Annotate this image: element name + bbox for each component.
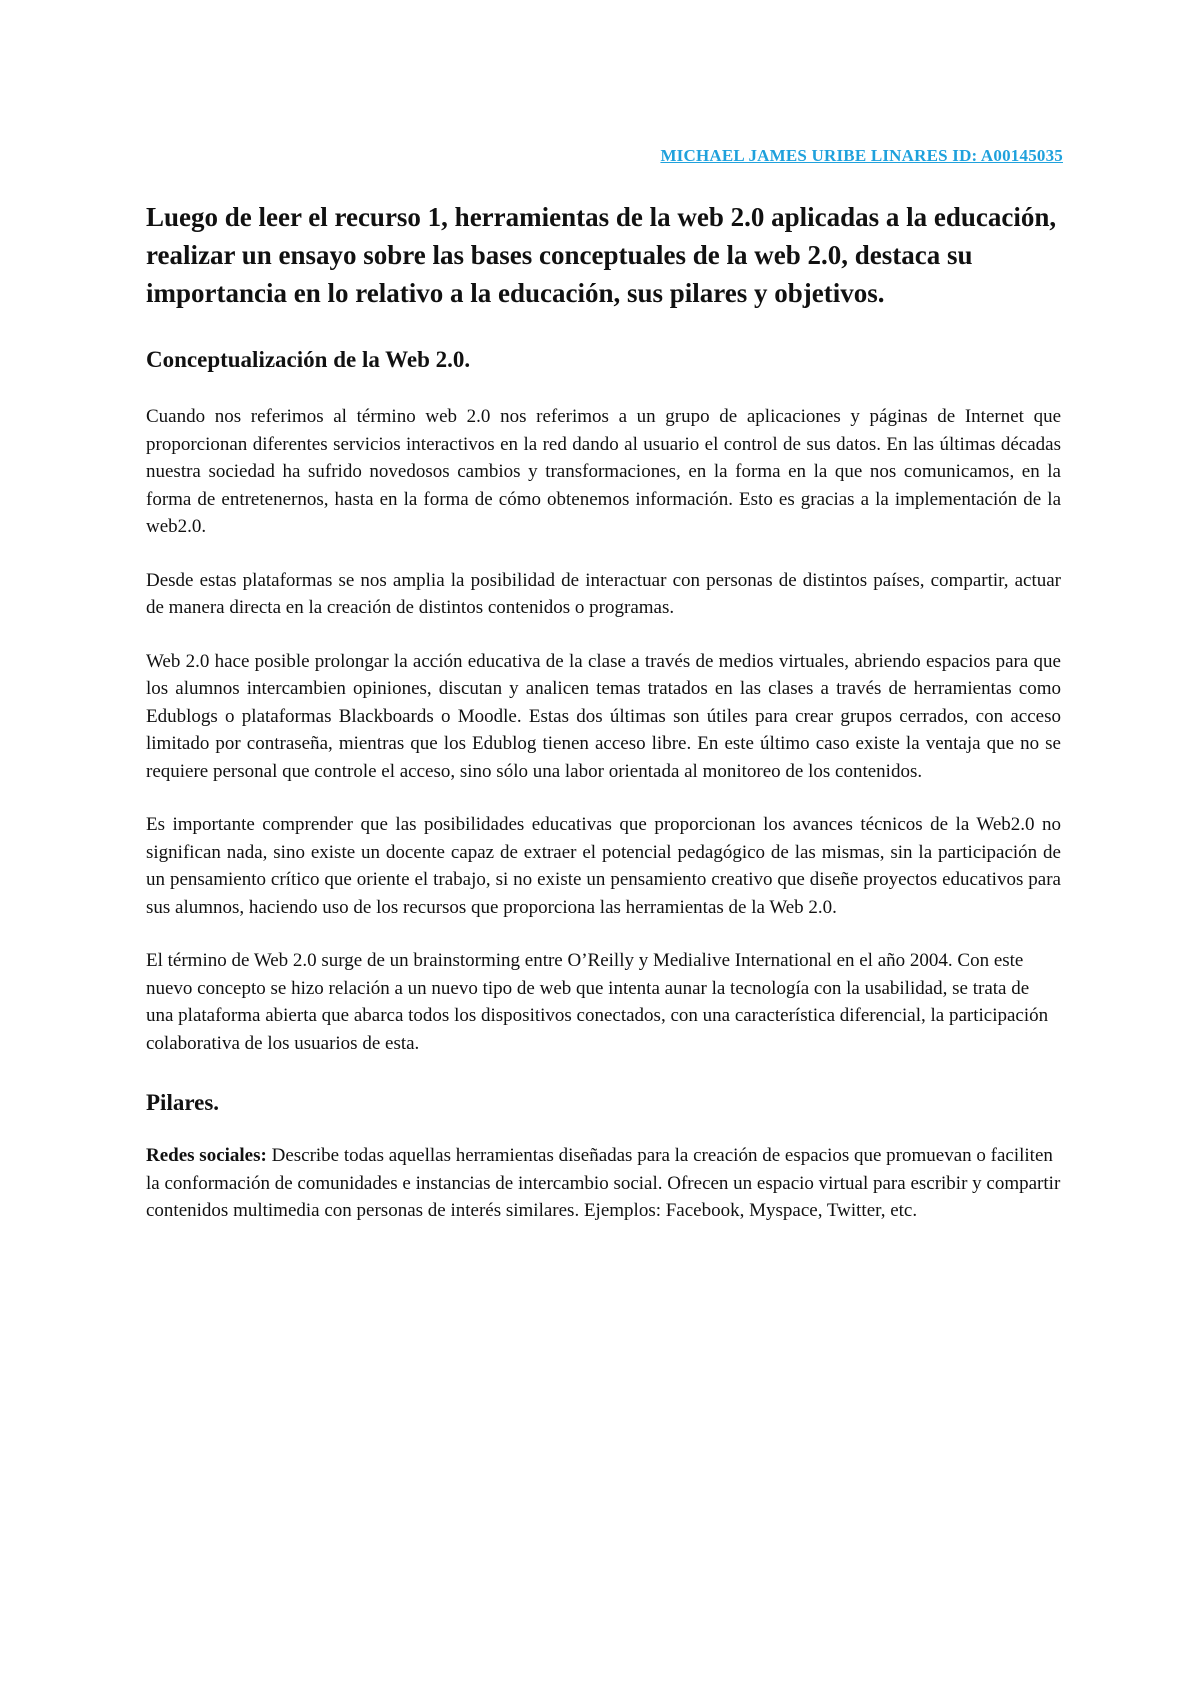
pilar-description: Describe todas aquellas herramientas diseñadas para la creación de espacios que promuevan o faciliten la conformación de comunidades e instancias de intercambio social. Ofrecen un espacio virtual para escribir y compartir contenidos multimedia con personas de interés similares. Ejemplos: Facebook, Myspace, Twitter, etc. — [146, 1145, 1061, 1221]
document-body — [146, 198, 1061, 1251]
author-header[interactable]: MICHAEL JAMES URIBE LINARES ID: A00145035 — [660, 146, 1063, 165]
paragraph-1: Cuando nos referimos al término web 2.0 nos referimos a un grupo de aplicaciones y páginas de Internet que proporcionan diferentes servicios interactivos en la red dando al usuario el control de sus datos. En las últimas décadas nuestra sociedad ha sufrido novedosos cambios y transformaciones, en la forma en la que nos comunicamos, en la forma de entretenernos, hasta en la forma de cómo obtenemos información. Esto es gracias a la implementación de la web2.0. — [146, 406, 1061, 537]
paragraph-4: Es importante comprender que las posibilidades educativas que proporcionan los avances técnicos de la Web2.0 no significan nada, sino existe un docente capaz de extraer el potencial pedagógico de las mismas, sin la participación de un pensamiento crítico que oriente el trabajo, si no existe un pensamiento creativo que diseñe proyectos educativos para sus alumnos, haciendo uso de los recursos que proporciona las herramientas de la Web 2.0. — [146, 814, 1061, 918]
pilar-term: Redes sociales: — [146, 1145, 267, 1166]
section-heading-conceptualizacion: Conceptualización de la Web 2.0. — [146, 347, 471, 372]
paragraph-3: Web 2.0 hace posible prolongar la acción educativa de la clase a través de medios virtuales, abriendo espacios para que los alumnos intercambien opiniones, discutan y analicen temas tratados en las clases a través de herramientas como Edublogs o plataformas Blackboards o Moodle. Estas dos últimas son útiles para crear grupos cerrados, con acceso limitado por contraseña, mientras que los Edublog tienen acceso libre. En este último caso existe la ventaja que no se requiere personal que controle el acceso, sino sólo una labor orientada al monitoreo de los contenidos. — [146, 650, 1061, 782]
paragraph-2: Desde estas plataformas se nos amplia la posibilidad de interactuar con personas de distintos países, compartir, actuar de manera directa en la creación de distintos contenidos o programas. — [146, 569, 1061, 618]
section-heading-pilares: Pilares. — [146, 1090, 220, 1115]
document-title: Luego de leer el recurso 1, herramientas de la web 2.0 aplicadas a la educación, realizar un ensayo sobre las bases conceptuales de la web 2.0, destaca su importancia en lo relativo a la educación, sus pilares y objetivos. — [146, 202, 1057, 308]
pilar-item — [146, 1142, 1061, 1225]
paragraph-5: El término de Web 2.0 surge de un brainstorming entre O’Reilly y Medialive International en el año 2004. Con este nuevo concepto se hizo relación a un nuevo tipo de web que intenta aunar la tecnología con la usabilidad, se trata de una plataforma abierta que abarca todos los dispositivos conectados, con una característica diferencial, la participación colaborativa de los usuarios de esta. — [146, 950, 1049, 1054]
